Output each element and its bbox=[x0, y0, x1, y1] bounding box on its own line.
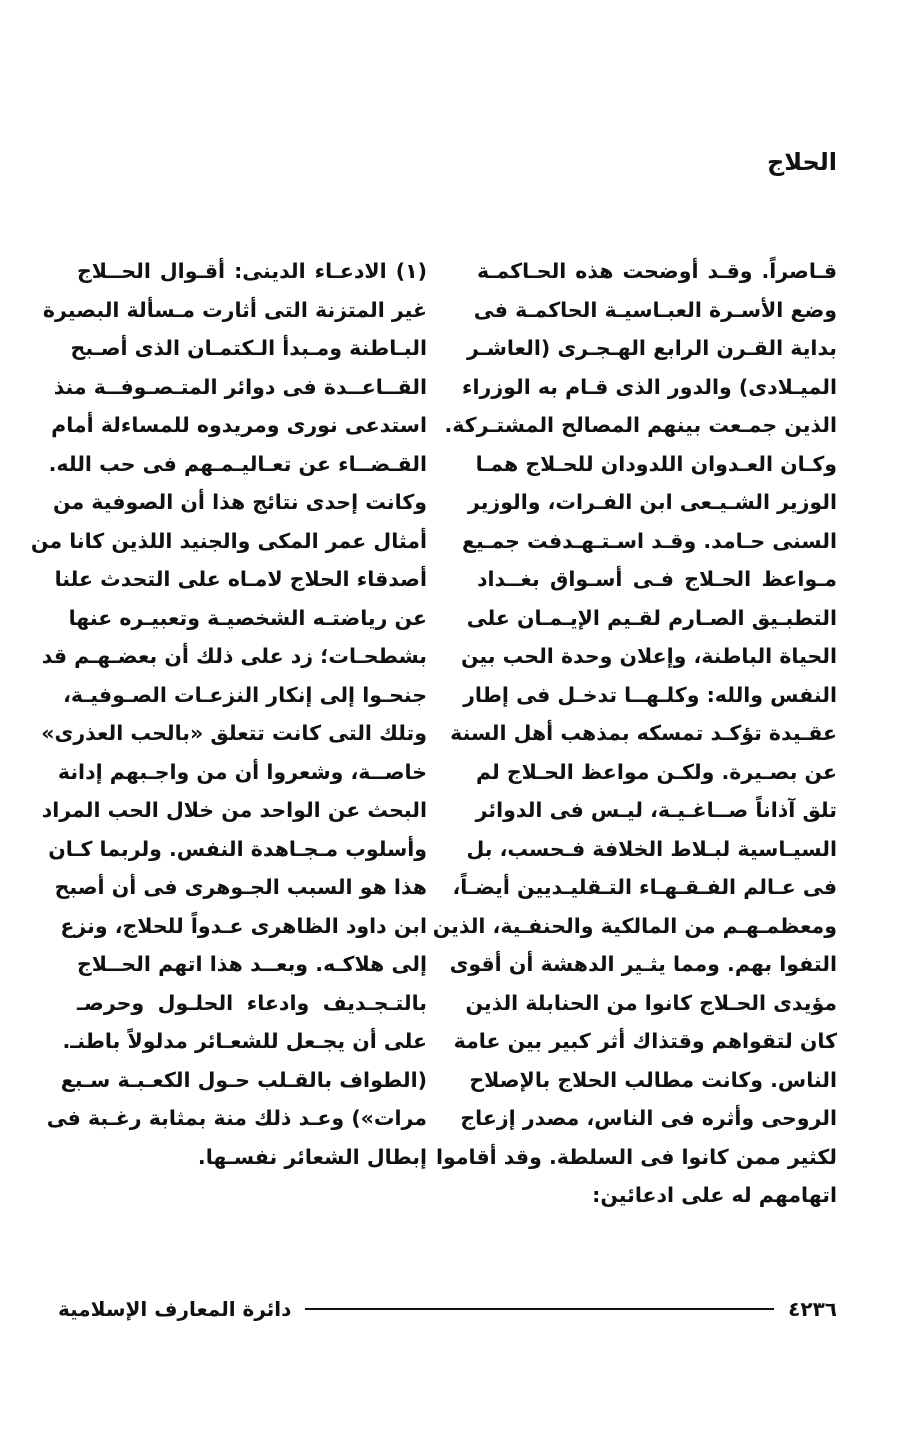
text-line: الناس. وكانت مطالب الحلاج بالإصلاح bbox=[469, 1067, 837, 1092]
running-head: الحلاج bbox=[766, 148, 837, 176]
text-line: البـاطنة ومـبدأ الـكتمـان الذى أصـبح bbox=[70, 336, 427, 360]
text-line: ابن داود الظاهرى عـدواً للحلاج، ونزع bbox=[60, 913, 427, 938]
text-line: الروحى وأثره فى الناس، مصدر إزعاج bbox=[460, 1106, 837, 1130]
text-line: (الطواف بالقـلب حـول الكعـبـة سـبع bbox=[60, 1067, 427, 1092]
text-line: القـضــاء عن تعـاليـمـهم فى حب الله. bbox=[48, 451, 427, 476]
text-line: القــاعــدة فى دوائر المتـصـوفــة منذ bbox=[53, 374, 427, 399]
text-line: مرات») وعـد ذلك منة بمثابة رغـبة فى bbox=[46, 1106, 427, 1130]
text-line: التطبـيق الصـارم لقـيم الإيـمـان على bbox=[466, 605, 837, 630]
text-line: كان لتقواهم وقتذاك أثر كبير بين عامة bbox=[453, 1029, 837, 1053]
text-line: مـواعظ الحـلاج فـى أسـواق بغــداد bbox=[477, 567, 837, 591]
text-line: وضع الأسـرة العبـاسيـة الحاكمـة فى bbox=[473, 297, 837, 322]
text-line: وتلك التى كانت تتعلق «بالحب العذرى» bbox=[41, 721, 427, 745]
text-line: عقـيدة تؤكـد تمسكه بمذهب أهل السنة bbox=[450, 721, 837, 745]
text-line: بالتـجـديف وادعاء الحلـول وحرصـ bbox=[77, 990, 427, 1015]
text-line: الذين جمـعت بينهم المصالح المشتـركة. bbox=[444, 413, 837, 437]
text-line: هذا هو السبب الجـوهرى فى أن أصبح bbox=[54, 875, 427, 899]
text-line: غير المتزنة التى أثارت مـسألة البصيرة bbox=[42, 297, 427, 322]
page-footer bbox=[58, 1294, 837, 1324]
text-line: فى عـالم الفـقـهـاء التـقليـديين أيضـاً، bbox=[452, 875, 837, 899]
text-line: التفوا بهم. ومما يثـير الدهشة أن أقوى bbox=[449, 952, 837, 976]
footer-rule bbox=[305, 1308, 774, 1310]
page-number: ٤٢٣٦ bbox=[788, 1297, 837, 1321]
text-line: استدعى نورى ومريدوه للمساءلة أمام bbox=[51, 413, 427, 437]
text-line: إبطال الشعائر نفسـها. bbox=[197, 1144, 427, 1169]
text-line: ومعظمـهـم من المالكية والحنفـية، الذين bbox=[432, 913, 837, 938]
text-line: النفس والله: وكلـهــا تدخـل فى إطار bbox=[463, 682, 837, 707]
text-line: أصدقاء الحلاج لامـاه على التحدث علنا bbox=[54, 567, 427, 591]
text-line: على أن يجـعل للشعـائر مدلولاً باطنـ. bbox=[62, 1029, 427, 1053]
text-line: مؤيدى الحـلاج كانوا من الحنابلة الذين bbox=[465, 990, 837, 1015]
text-line: جنحـوا إلى إنكار النزعـات الصـوفيـة، bbox=[63, 682, 427, 707]
text-line: وكانت إحدى نتائج هذا أن الصوفية من bbox=[53, 490, 427, 514]
text-line: تلق آذاناً صــاغـيـة، ليـس فى الدوائر bbox=[475, 798, 837, 822]
text-line: السنى حـامد. وقـد اسـتـهـدفت جمـيع bbox=[461, 528, 837, 553]
text-line: (١) الادعـاء الدينى: أقـوال الحــلاج bbox=[77, 259, 427, 283]
text-line: خاصــة، وشعروا أن من واجـبهم إدانة bbox=[57, 759, 427, 784]
text-line: أمثال عمر المكى والجنيد اللذين كانا من bbox=[30, 528, 427, 553]
text-line: الميـلادى) والدور الذى قـام به الوزراء bbox=[462, 374, 837, 399]
text-line: إلى هلاكـه. وبعــد هذا اتهم الحــلاج bbox=[77, 952, 427, 976]
text-line: قـاصراً. وقـد أوضحت هذه الحـاكمـة bbox=[477, 259, 837, 283]
text-line: بداية القـرن الرابع الهـجـرى (العاشـر bbox=[466, 336, 837, 360]
text-line: عن بصـيرة. ولكـن مواعظ الحـلاج لم bbox=[475, 759, 837, 784]
text-line: عن رياضتـه الشخصيـة وتعبيـره عنها bbox=[68, 605, 427, 630]
text-line: لكثير ممن كانوا فى السلطة. وقد أقاموا bbox=[435, 1144, 837, 1169]
text-line: بشطحـات؛ زد على ذلك أن بعضـهـم قد bbox=[41, 644, 427, 668]
text-line: الوزير الشـيـعى ابن الفـرات، والوزير bbox=[467, 490, 837, 514]
right-text-column bbox=[432, 252, 837, 1215]
text-line: اتهامهم له على ادعائين: bbox=[592, 1183, 837, 1207]
publication-title: دائرة المعارف الإسلامية bbox=[58, 1297, 292, 1321]
text-line: البحث عن الواحد من خلال الحب المراد bbox=[41, 798, 427, 822]
text-line: السيـاسية لبـلاط الخلافة فـحسب، بل bbox=[466, 836, 837, 861]
text-line: وكـان العـدوان اللدودان للحـلاج همـا bbox=[475, 451, 837, 476]
text-line: الحياة الباطنة، وإعلان وحدة الحب بين bbox=[460, 644, 837, 668]
left-text-column bbox=[30, 252, 427, 1176]
text-line: وأسلوب مـجـاهدة النفس. ولربما كـان bbox=[48, 836, 427, 861]
